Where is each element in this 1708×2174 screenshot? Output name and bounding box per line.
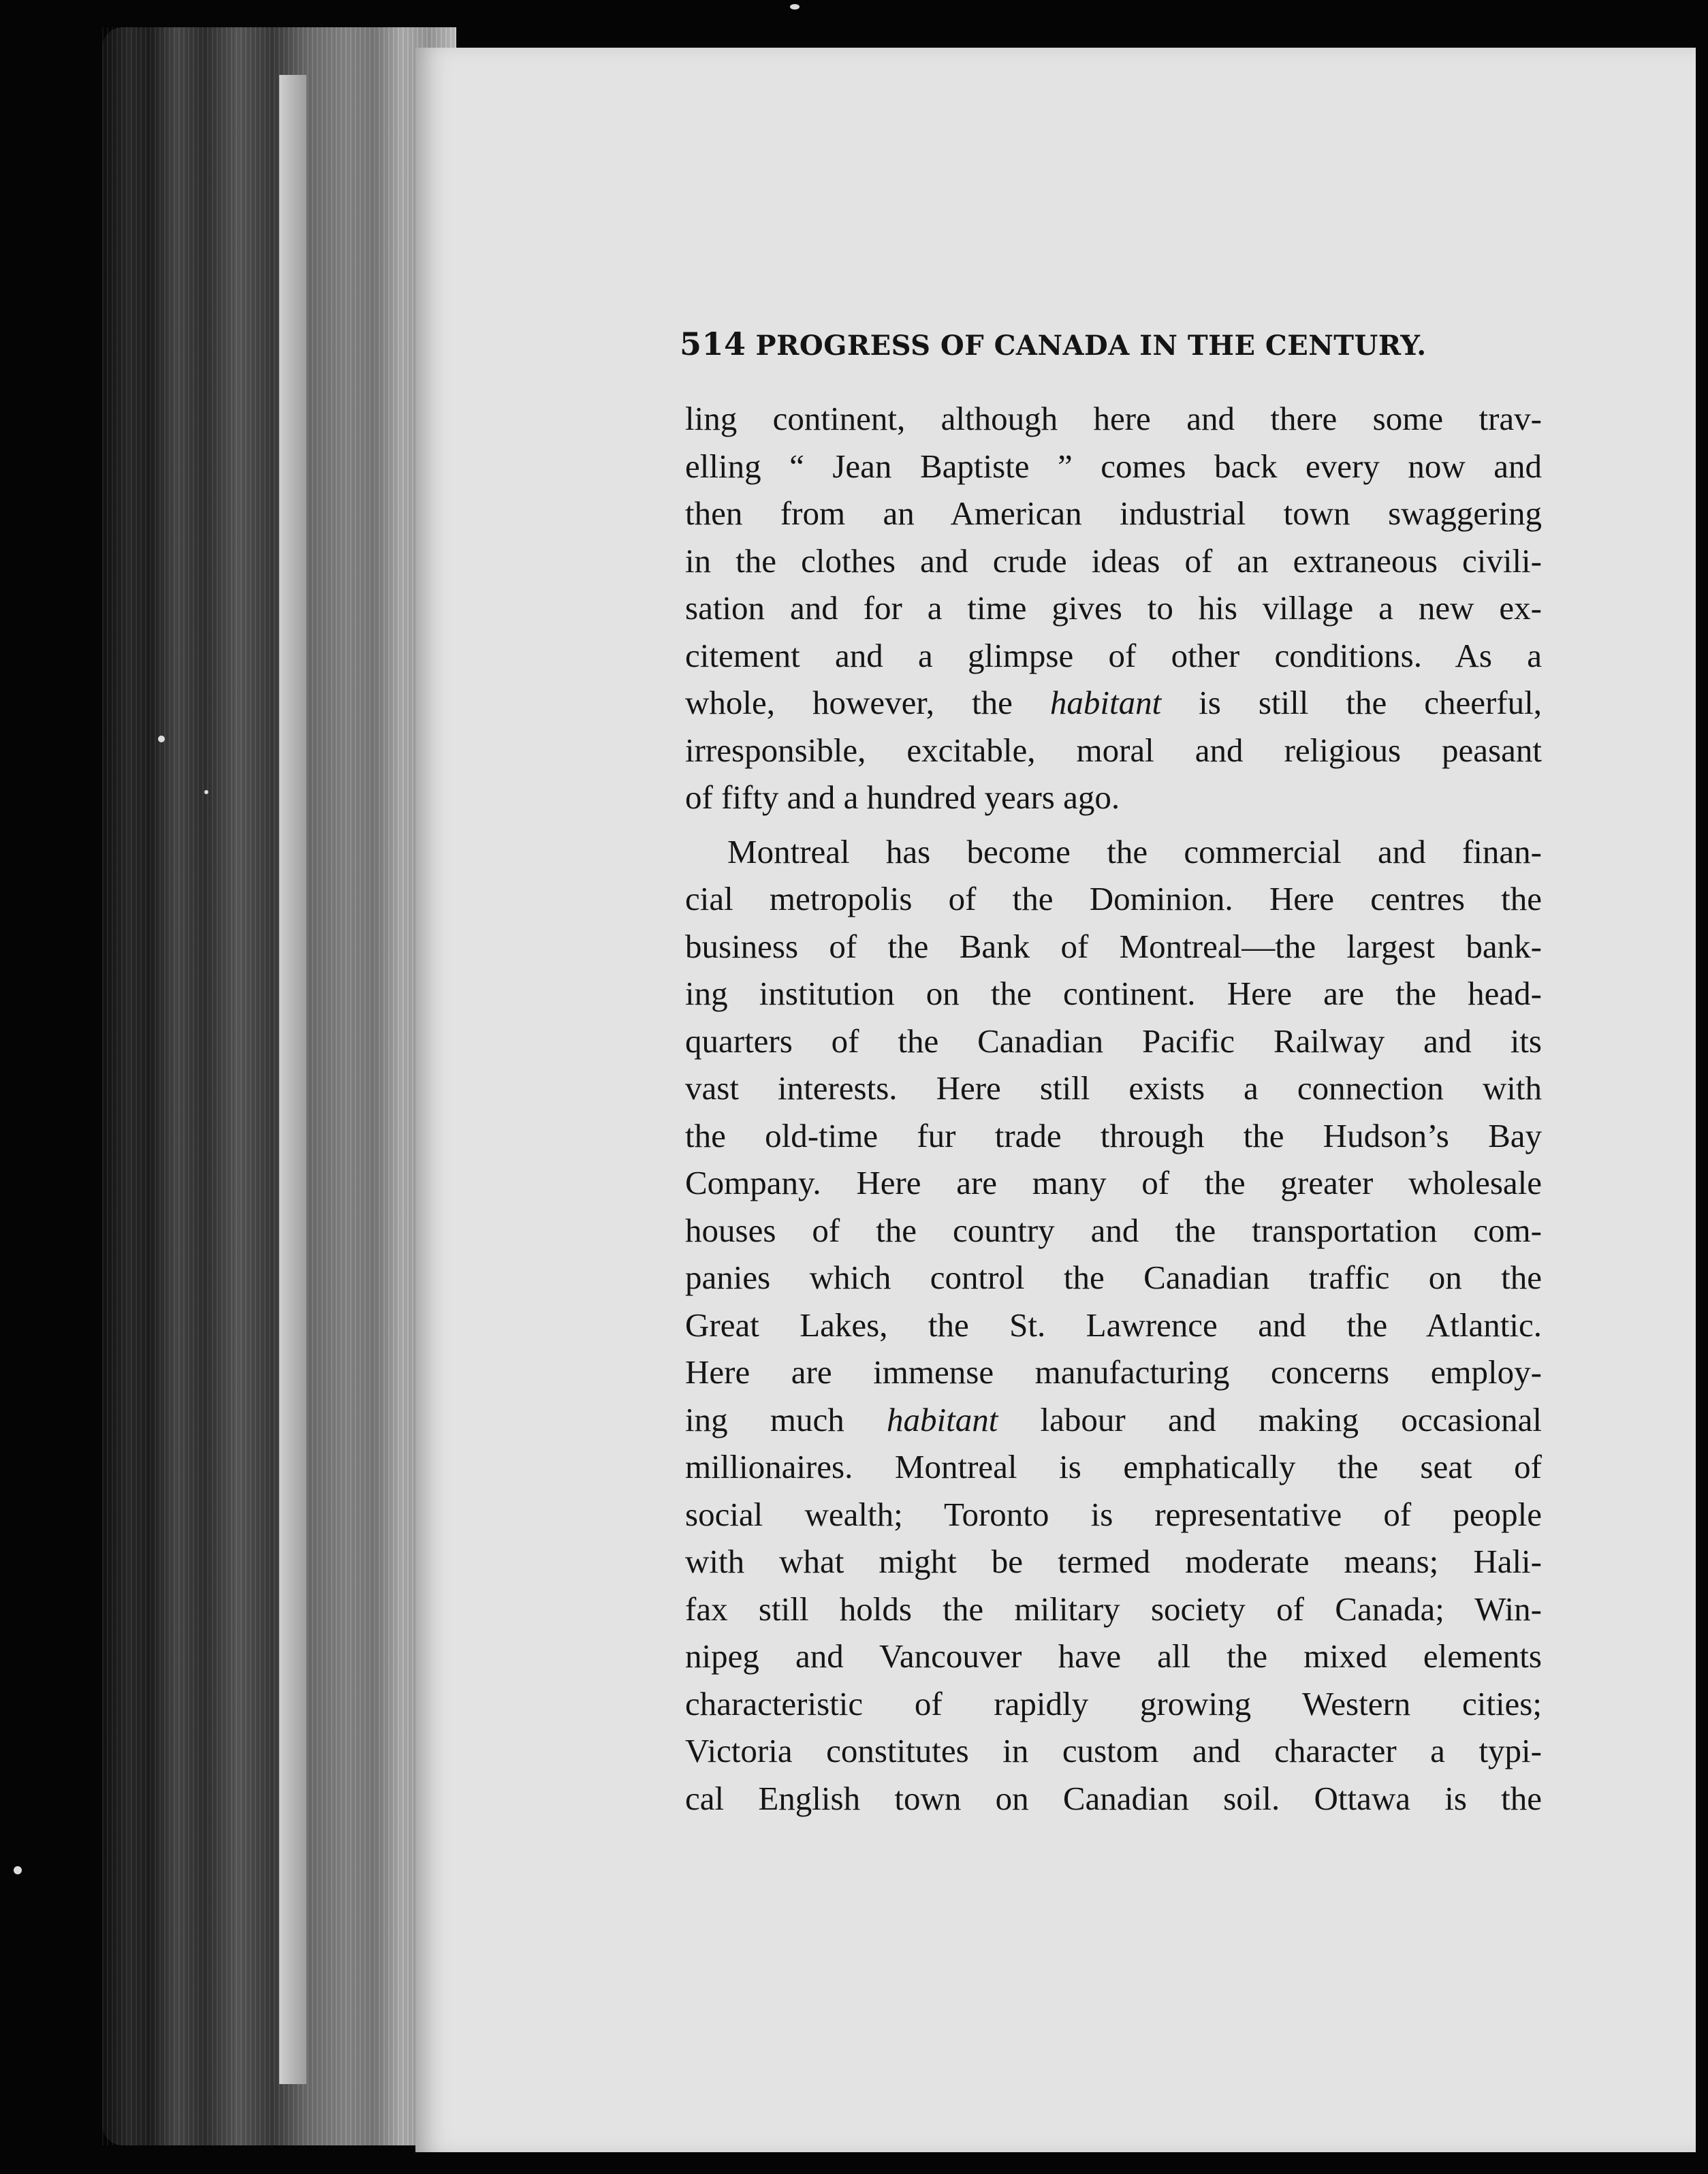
text-line: houses of the country and the transportation com- <box>685 1211 1542 1249</box>
scan-speck <box>204 790 208 794</box>
text-line: fax still holds the military society of Canada; Win- <box>685 1590 1542 1628</box>
text-line <box>685 679 1542 727</box>
paragraph-1 <box>685 395 1542 821</box>
text-line: citement and a glimpse of other conditions. As a <box>685 636 1542 674</box>
body-text <box>685 395 1542 1822</box>
text-run: labour and making occasional <box>998 1400 1542 1438</box>
text-line: cial metropolis of the Dominion. Here centres the <box>685 880 1542 917</box>
text-line: Victoria constitutes in custom and character a typi- <box>685 1732 1542 1769</box>
paragraph-2 <box>685 828 1542 1823</box>
text-line: Montreal has become the commercial and finan- <box>727 832 1542 870</box>
text-run: ing much <box>685 1400 887 1438</box>
text-line: sation and for a time gives to his village a new ex- <box>685 589 1542 627</box>
text-line: the old-time fur trade through the Hudson’s Bay <box>685 1116 1542 1154</box>
text-line: elling “ Jean Baptiste ” comes back every now and <box>685 447 1542 485</box>
text-run: whole, however, the <box>685 684 1050 721</box>
page-number: 514 <box>680 326 746 362</box>
text-line: social wealth; Toronto is representative of people <box>685 1495 1542 1533</box>
text-line: Company. Here are many of the greater wholesale <box>685 1164 1542 1201</box>
scan-speck <box>790 4 800 10</box>
text-line <box>685 1396 1542 1444</box>
text-line: characteristic of rapidly growing Western cities; <box>685 1684 1542 1722</box>
text-line: millionaires. Montreal is emphatically the seat of <box>685 1448 1542 1485</box>
text-line: Here are immense manufacturing concerns employ- <box>685 1353 1542 1391</box>
text-line: Great Lakes, the St. Lawrence and the Atlantic. <box>685 1306 1542 1344</box>
text-line: in the clothes and crude ideas of an extraneous civili- <box>685 541 1542 580</box>
text-line: quarters of the Canadian Pacific Railway and its <box>685 1022 1542 1060</box>
running-header <box>680 326 1427 362</box>
text-line: ing institution on the continent. Here are the head- <box>685 975 1542 1012</box>
italic-word: habitant <box>1049 684 1162 721</box>
text-run: is still the cheerful, <box>1161 684 1542 721</box>
text-line: then from an American industrial town swaggering <box>685 494 1542 532</box>
text-line: vast interests. Here still exists a connection with <box>685 1069 1542 1107</box>
text-line: ling continent, although here and there some trav- <box>685 400 1542 437</box>
scan-speck <box>14 1866 22 1874</box>
text-line: panies which control the Canadian traffic on the <box>685 1259 1542 1296</box>
italic-word: habitant <box>886 1400 998 1438</box>
text-line: irresponsible, excitable, moral and religious peasant <box>685 731 1542 769</box>
text-line: with what might be termed moderate means; Hali- <box>685 1543 1542 1580</box>
text-line: business of the Bank of Montreal—the largest bank- <box>685 927 1542 965</box>
text-line: nipeg and Vancouver have all the mixed elements <box>685 1637 1542 1675</box>
text-line: of fifty and a hundred years ago. <box>685 778 1120 816</box>
scan-speck <box>158 736 165 742</box>
running-title: PROGRESS OF CANADA IN THE CENTURY. <box>755 330 1427 362</box>
page-edge-highlight <box>279 75 306 2084</box>
text-line: cal English town on Canadian soil. Ottawa is the <box>685 1779 1542 1817</box>
